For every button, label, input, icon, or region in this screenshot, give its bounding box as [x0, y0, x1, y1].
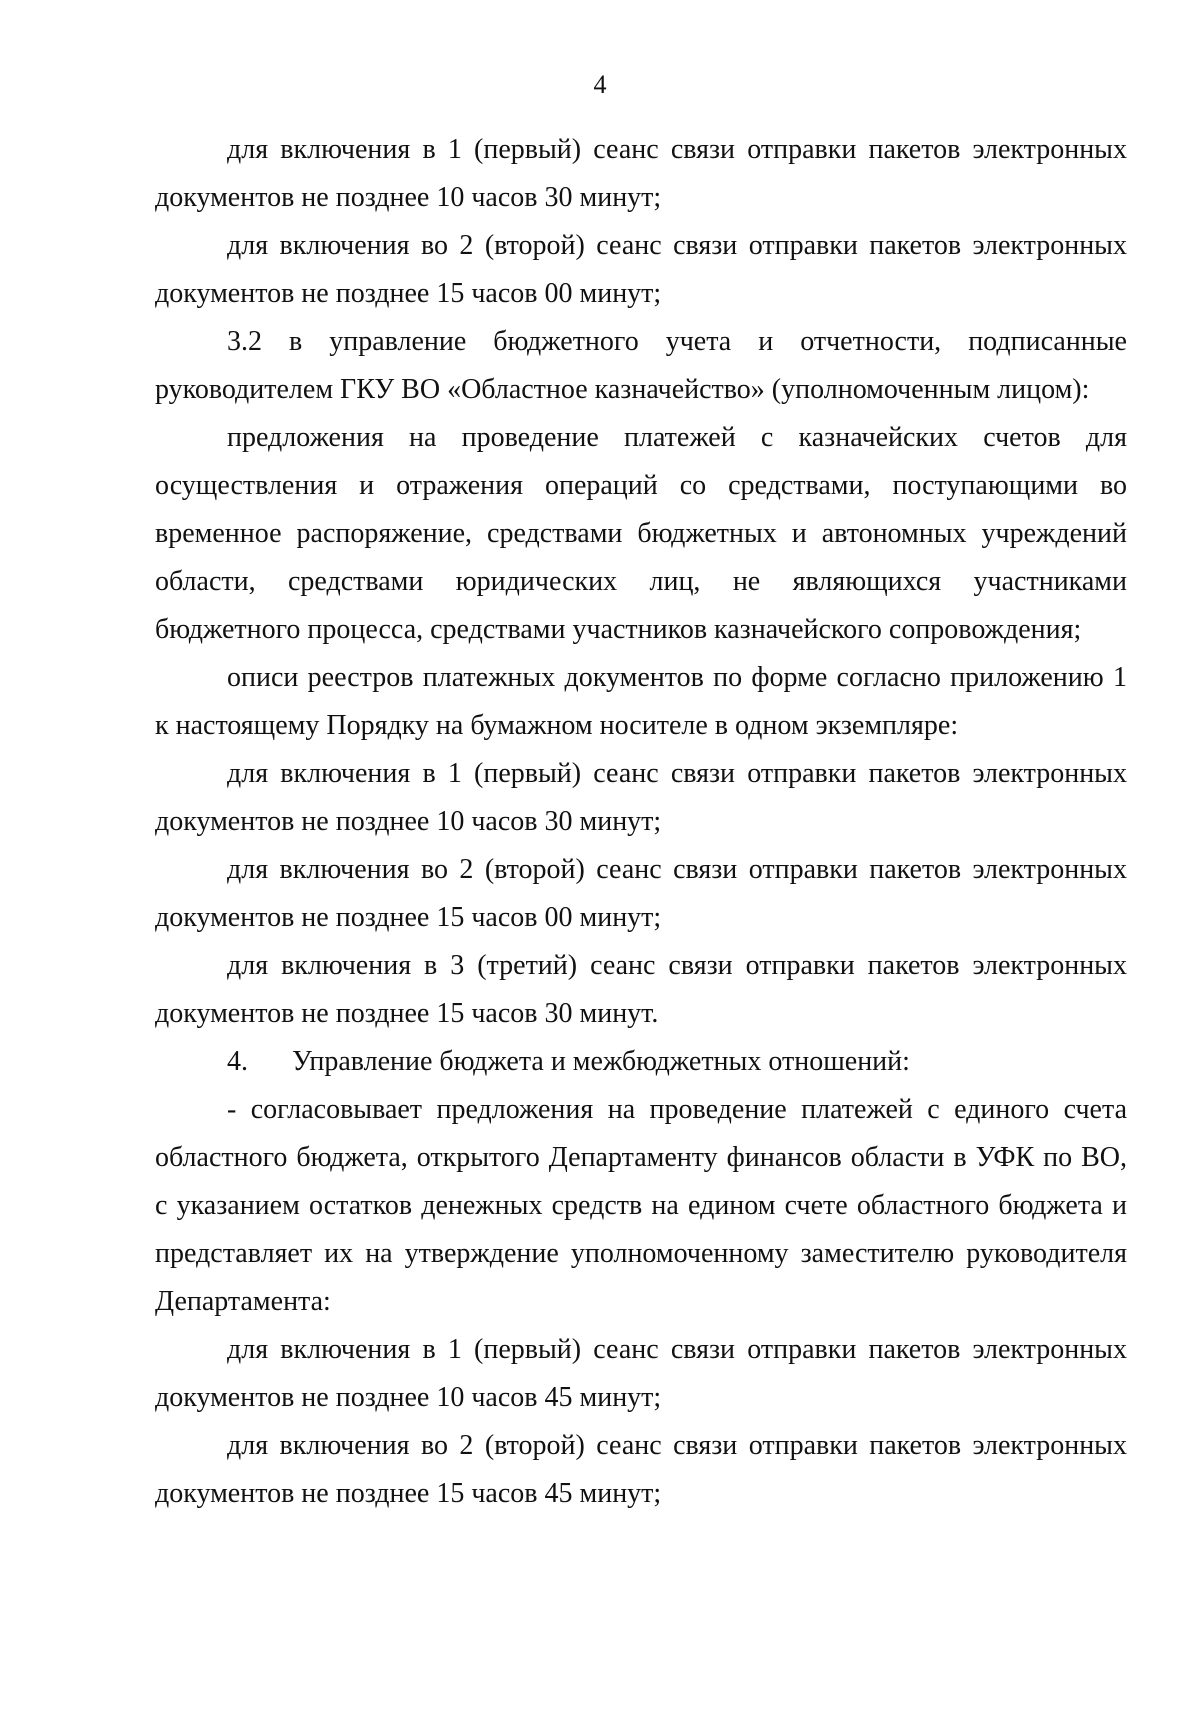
paragraph: для включения в 1 (первый) сеанс связи отправки пакетов электронных документов не позднее 10 часов 45 минут;	[155, 1334, 1127, 1413]
paragraph: 3.2 в управление бюджетного учета и отчетности, подписанные руководителем ГКУ ВО «Областное казначейство» (уполномоченным лицом):	[155, 326, 1127, 405]
section-number: 4.	[227, 1046, 248, 1077]
section-heading	[155, 1038, 1127, 1086]
paragraph: для включения в 3 (третий) сеанс связи отправки пакетов электронных документов не позднее 15 часов 30 минут.	[155, 950, 1127, 1029]
paragraph: для включения во 2 (второй) сеанс связи отправки пакетов электронных документов не позднее 15 часов 00 минут;	[155, 854, 1127, 933]
paragraph: предложения на проведение платежей с казначейских счетов для осуществления и отражения операций со средствами, поступающими во временное распоряжение, средствами бюджетных и автономных учреждений области, средствами юридических лиц, не являющихся участниками бюджетного процесса, средствами участников казначейского сопровождения;	[155, 422, 1127, 645]
paragraph: - согласовывает предложения на проведение платежей с единого счета областного бюджета, открытого Департаменту финансов области в УФК по ВО, с указанием остатков денежных средств на едином счете областного бюджета и представляет их на утверждение уполномоченному заместителю руководителя Департамента:	[155, 1094, 1127, 1317]
paragraph: для включения во 2 (второй) сеанс связи отправки пакетов электронных документов не позднее 15 часов 00 минут;	[155, 230, 1127, 309]
paragraph: для включения в 1 (первый) сеанс связи отправки пакетов электронных документов не позднее 10 часов 30 минут;	[155, 134, 1127, 213]
page-number: 4	[593, 70, 607, 99]
document-body	[155, 126, 1127, 1518]
paragraph: описи реестров платежных документов по форме согласно приложению 1 к настоящему Порядку на бумажном носителе в одном экземпляре:	[155, 662, 1127, 741]
paragraph: для включения в 1 (первый) сеанс связи отправки пакетов электронных документов не позднее 10 часов 30 минут;	[155, 758, 1127, 837]
section-title: Управление бюджета и межбюджетных отношений:	[292, 1046, 910, 1077]
paragraph: для включения во 2 (второй) сеанс связи отправки пакетов электронных документов не позднее 15 часов 45 минут;	[155, 1430, 1127, 1509]
